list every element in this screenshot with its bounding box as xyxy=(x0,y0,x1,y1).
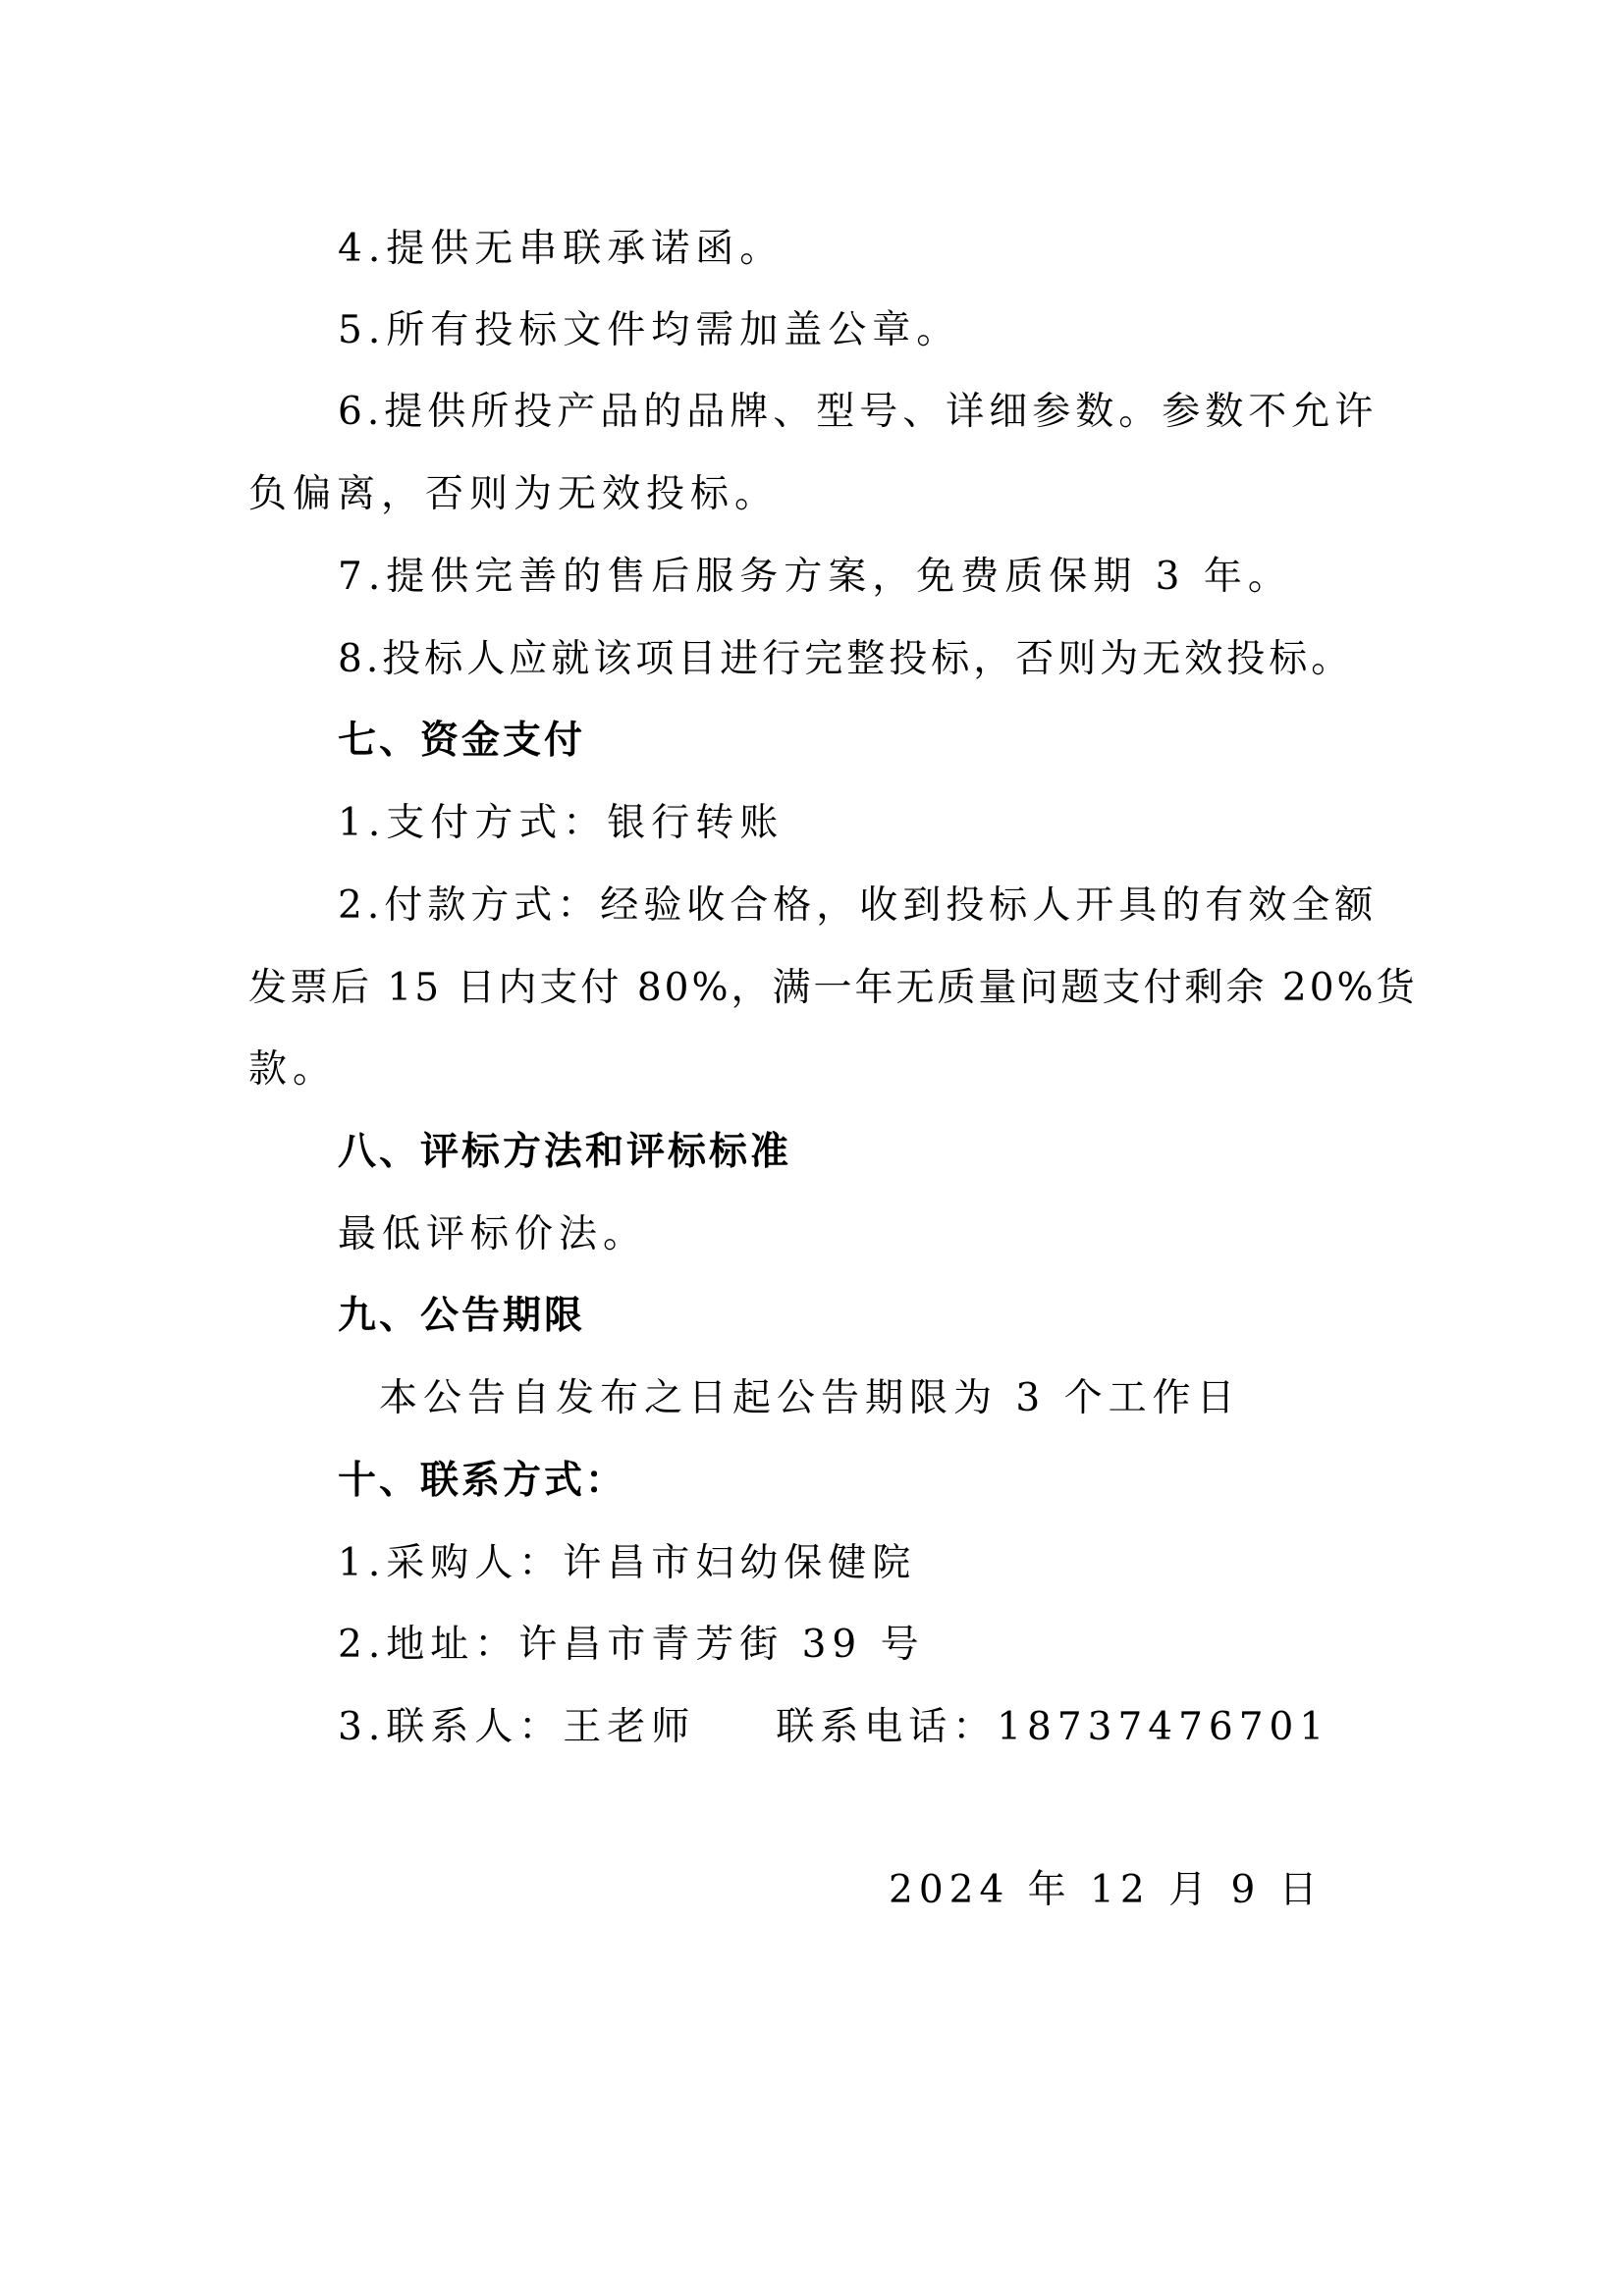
section-heading-contact: 十、联系方式： xyxy=(338,1459,627,1503)
notice-period-text: 本公告自发布之日起公告期限为 3 个工作日 xyxy=(379,1376,1241,1420)
payment-terms-line-2: 发票后 15 日内支付 80%，满一年无质量问题支付剩余 20%货 xyxy=(248,966,1418,1010)
contact-purchaser: 1.采购人：许昌市妇幼保健院 xyxy=(338,1541,917,1585)
contact-person: 3.联系人：王老师 xyxy=(338,1705,696,1749)
payment-terms-line-1: 2.付款方式：经验收合格，收到投标人开具的有效全额 xyxy=(338,883,1379,928)
contact-person-row xyxy=(338,1702,1329,1753)
requirement-item-8: 8.投标人应就该项目进行完整投标，否则为无效投标。 xyxy=(338,637,1354,681)
evaluation-method: 最低评标价法。 xyxy=(338,1212,648,1256)
payment-terms-line-3: 款。 xyxy=(248,1047,338,1092)
section-heading-notice-period: 九、公告期限 xyxy=(338,1294,586,1338)
requirement-item-4: 4.提供无串联承诺函。 xyxy=(338,227,785,271)
requirement-item-6-line-2: 负偏离，否则为无效投标。 xyxy=(248,472,780,516)
section-heading-evaluation: 八、评标方法和评标标准 xyxy=(338,1130,792,1174)
contact-phone: 联系电话：18737476701 xyxy=(776,1705,1330,1749)
requirement-item-7: 7.提供完善的售后服务方案，免费质保期 3 年。 xyxy=(338,555,1292,599)
payment-method: 1.支付方式：银行转账 xyxy=(338,801,785,845)
requirement-item-5: 5.所有投标文件均需加盖公章。 xyxy=(338,308,961,352)
requirement-item-6-line-1: 6.提供所投产品的品牌、型号、详细参数。参数不允许 xyxy=(338,390,1379,434)
contact-address: 2.地址：许昌市青芳街 39 号 xyxy=(338,1623,925,1667)
document-date: 2024 年 12 月 9 日 xyxy=(889,1868,1324,1912)
section-heading-payment: 七、资金支付 xyxy=(338,719,586,763)
